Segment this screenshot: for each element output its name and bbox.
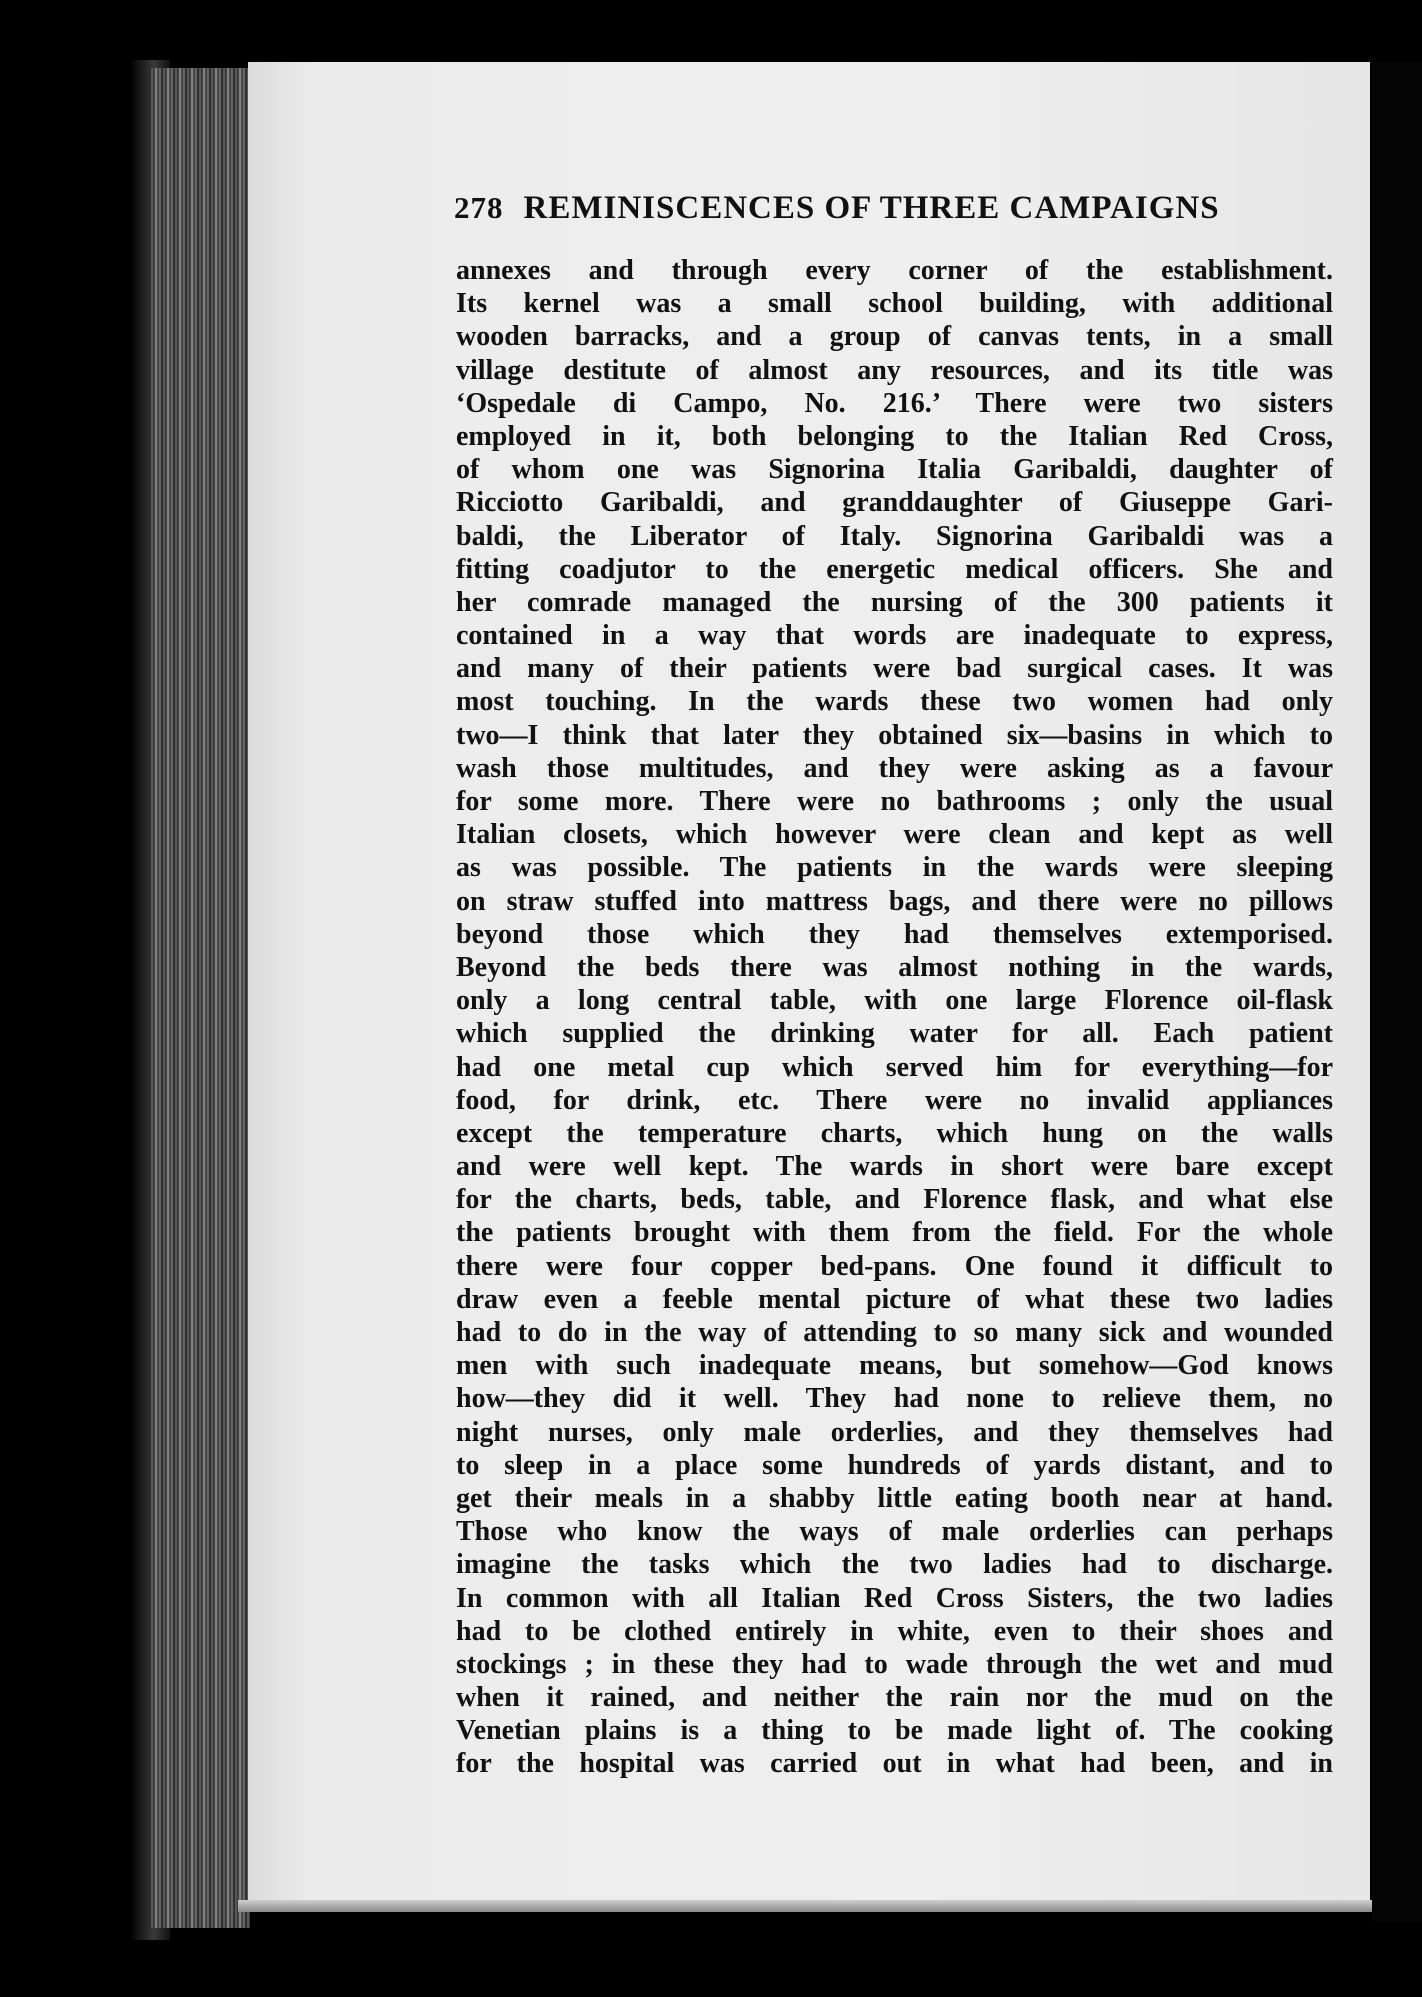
text-line: men with such inadequate means, but somehow—God knows xyxy=(456,1350,1333,1382)
text-line: on straw stuffed into mattress bags, and there were no pillows xyxy=(456,885,1333,917)
text-line: night nurses, only male orderlies, and they themselves had xyxy=(456,1416,1333,1448)
text-line: had to do in the way of attending to so many sick and wounded xyxy=(456,1317,1333,1348)
text-line: of whom one was Signorina Italia Garibaldi, daughter of xyxy=(456,454,1333,486)
page-edge-stack xyxy=(150,68,250,1928)
text-line: village destitute of almost any resources, and its title was xyxy=(456,354,1333,386)
text-line: get their meals in a shabby little eating booth near at hand. xyxy=(456,1482,1333,1514)
text-line: Beyond the beds there was almost nothing in the wards, xyxy=(456,951,1333,983)
right-margin-dark xyxy=(1372,62,1422,1922)
text-line: draw even a feeble mental picture of what these two ladies xyxy=(456,1283,1333,1315)
text-line: only a long central table, with one large Florence oil-flask xyxy=(456,985,1333,1017)
text-line: Its kernel was a small school building, with additional xyxy=(456,288,1333,320)
text-line: had one metal cup which served him for everything—for xyxy=(456,1051,1333,1083)
text-line: stockings ; in these they had to wade through the wet and mud xyxy=(456,1648,1333,1680)
text-line: two—I think that later they obtained six—basins in which to xyxy=(456,719,1333,751)
text-line: Those who know the ways of male orderlies can perhaps xyxy=(456,1516,1333,1548)
text-line: wash those multitudes, and they were asking as a favour xyxy=(456,752,1333,784)
text-line: annexes and through every corner of the establishment. xyxy=(456,255,1333,286)
text-line: the patients brought with them from the field. For the whole xyxy=(456,1217,1333,1249)
text-line: Ricciotto Garibaldi, and granddaughter of Giuseppe Gari- xyxy=(456,487,1333,519)
text-line: baldi, the Liberator of Italy. Signorina Garibaldi was a xyxy=(456,520,1333,552)
text-line: to sleep in a place some hundreds of yards distant, and to xyxy=(456,1449,1333,1481)
text-line: for the hospital was carried out in what had been, and in xyxy=(456,1748,1333,1780)
text-line: which supplied the drinking water for all. Each patient xyxy=(456,1018,1333,1050)
text-line: Venetian plains is a thing to be made light of. The cooking xyxy=(456,1715,1333,1747)
text-line: beyond those which they had themselves extemporised. xyxy=(456,918,1333,950)
text-line: ‘Ospedale di Campo, No. 216.’ There were two sisters xyxy=(456,387,1333,419)
text-line: for the charts, beds, table, and Florence flask, and what else xyxy=(456,1184,1333,1216)
text-line: when it rained, and neither the rain nor the mud on the xyxy=(456,1682,1333,1714)
text-line: had to be clothed entirely in white, even to their shoes and xyxy=(456,1615,1333,1647)
text-line: employed in it, both belonging to the Italian Red Cross, xyxy=(456,420,1333,452)
text-line: there were four copper bed-pans. One found it difficult to xyxy=(456,1250,1333,1282)
text-line: wooden barracks, and a group of canvas tents, in a small xyxy=(456,321,1333,353)
text-line: imagine the tasks which the two ladies had to discharge. xyxy=(456,1549,1333,1581)
text-line: how—they did it well. They had none to relieve them, no xyxy=(456,1383,1333,1415)
text-line: Italian closets, which however were clean and kept as well xyxy=(456,819,1333,851)
running-title: REMINISCENCES OF THREE CAMPAIGNS xyxy=(523,190,1220,226)
text-line: for some more. There were no bathrooms ; only the usual xyxy=(456,786,1333,817)
text-line: food, for drink, etc. There were no invalid appliances xyxy=(456,1084,1333,1116)
text-line: except the temperature charts, which hung on the walls xyxy=(456,1117,1333,1149)
text-line: most touching. In the wards these two women had only xyxy=(456,686,1333,718)
text-line: her comrade managed the nursing of the 300 patients it xyxy=(456,586,1333,618)
text-line: In common with all Italian Red Cross Sisters, the two ladies xyxy=(456,1582,1333,1614)
page-number: 278 xyxy=(454,190,504,225)
text-line: fitting coadjutor to the energetic medical officers. She and xyxy=(456,553,1333,585)
text-line: and were well kept. The wards in short were bare except xyxy=(456,1151,1333,1183)
running-header xyxy=(454,190,1330,227)
page-bottom-edge xyxy=(238,1900,1378,1912)
text-line: contained in a way that words are inadequate to express, xyxy=(456,620,1333,652)
body-text xyxy=(456,254,1333,1781)
text-line: and many of their patients were bad surgical cases. It was xyxy=(456,653,1333,685)
text-line: as was possible. The patients in the wards were sleeping xyxy=(456,852,1333,884)
